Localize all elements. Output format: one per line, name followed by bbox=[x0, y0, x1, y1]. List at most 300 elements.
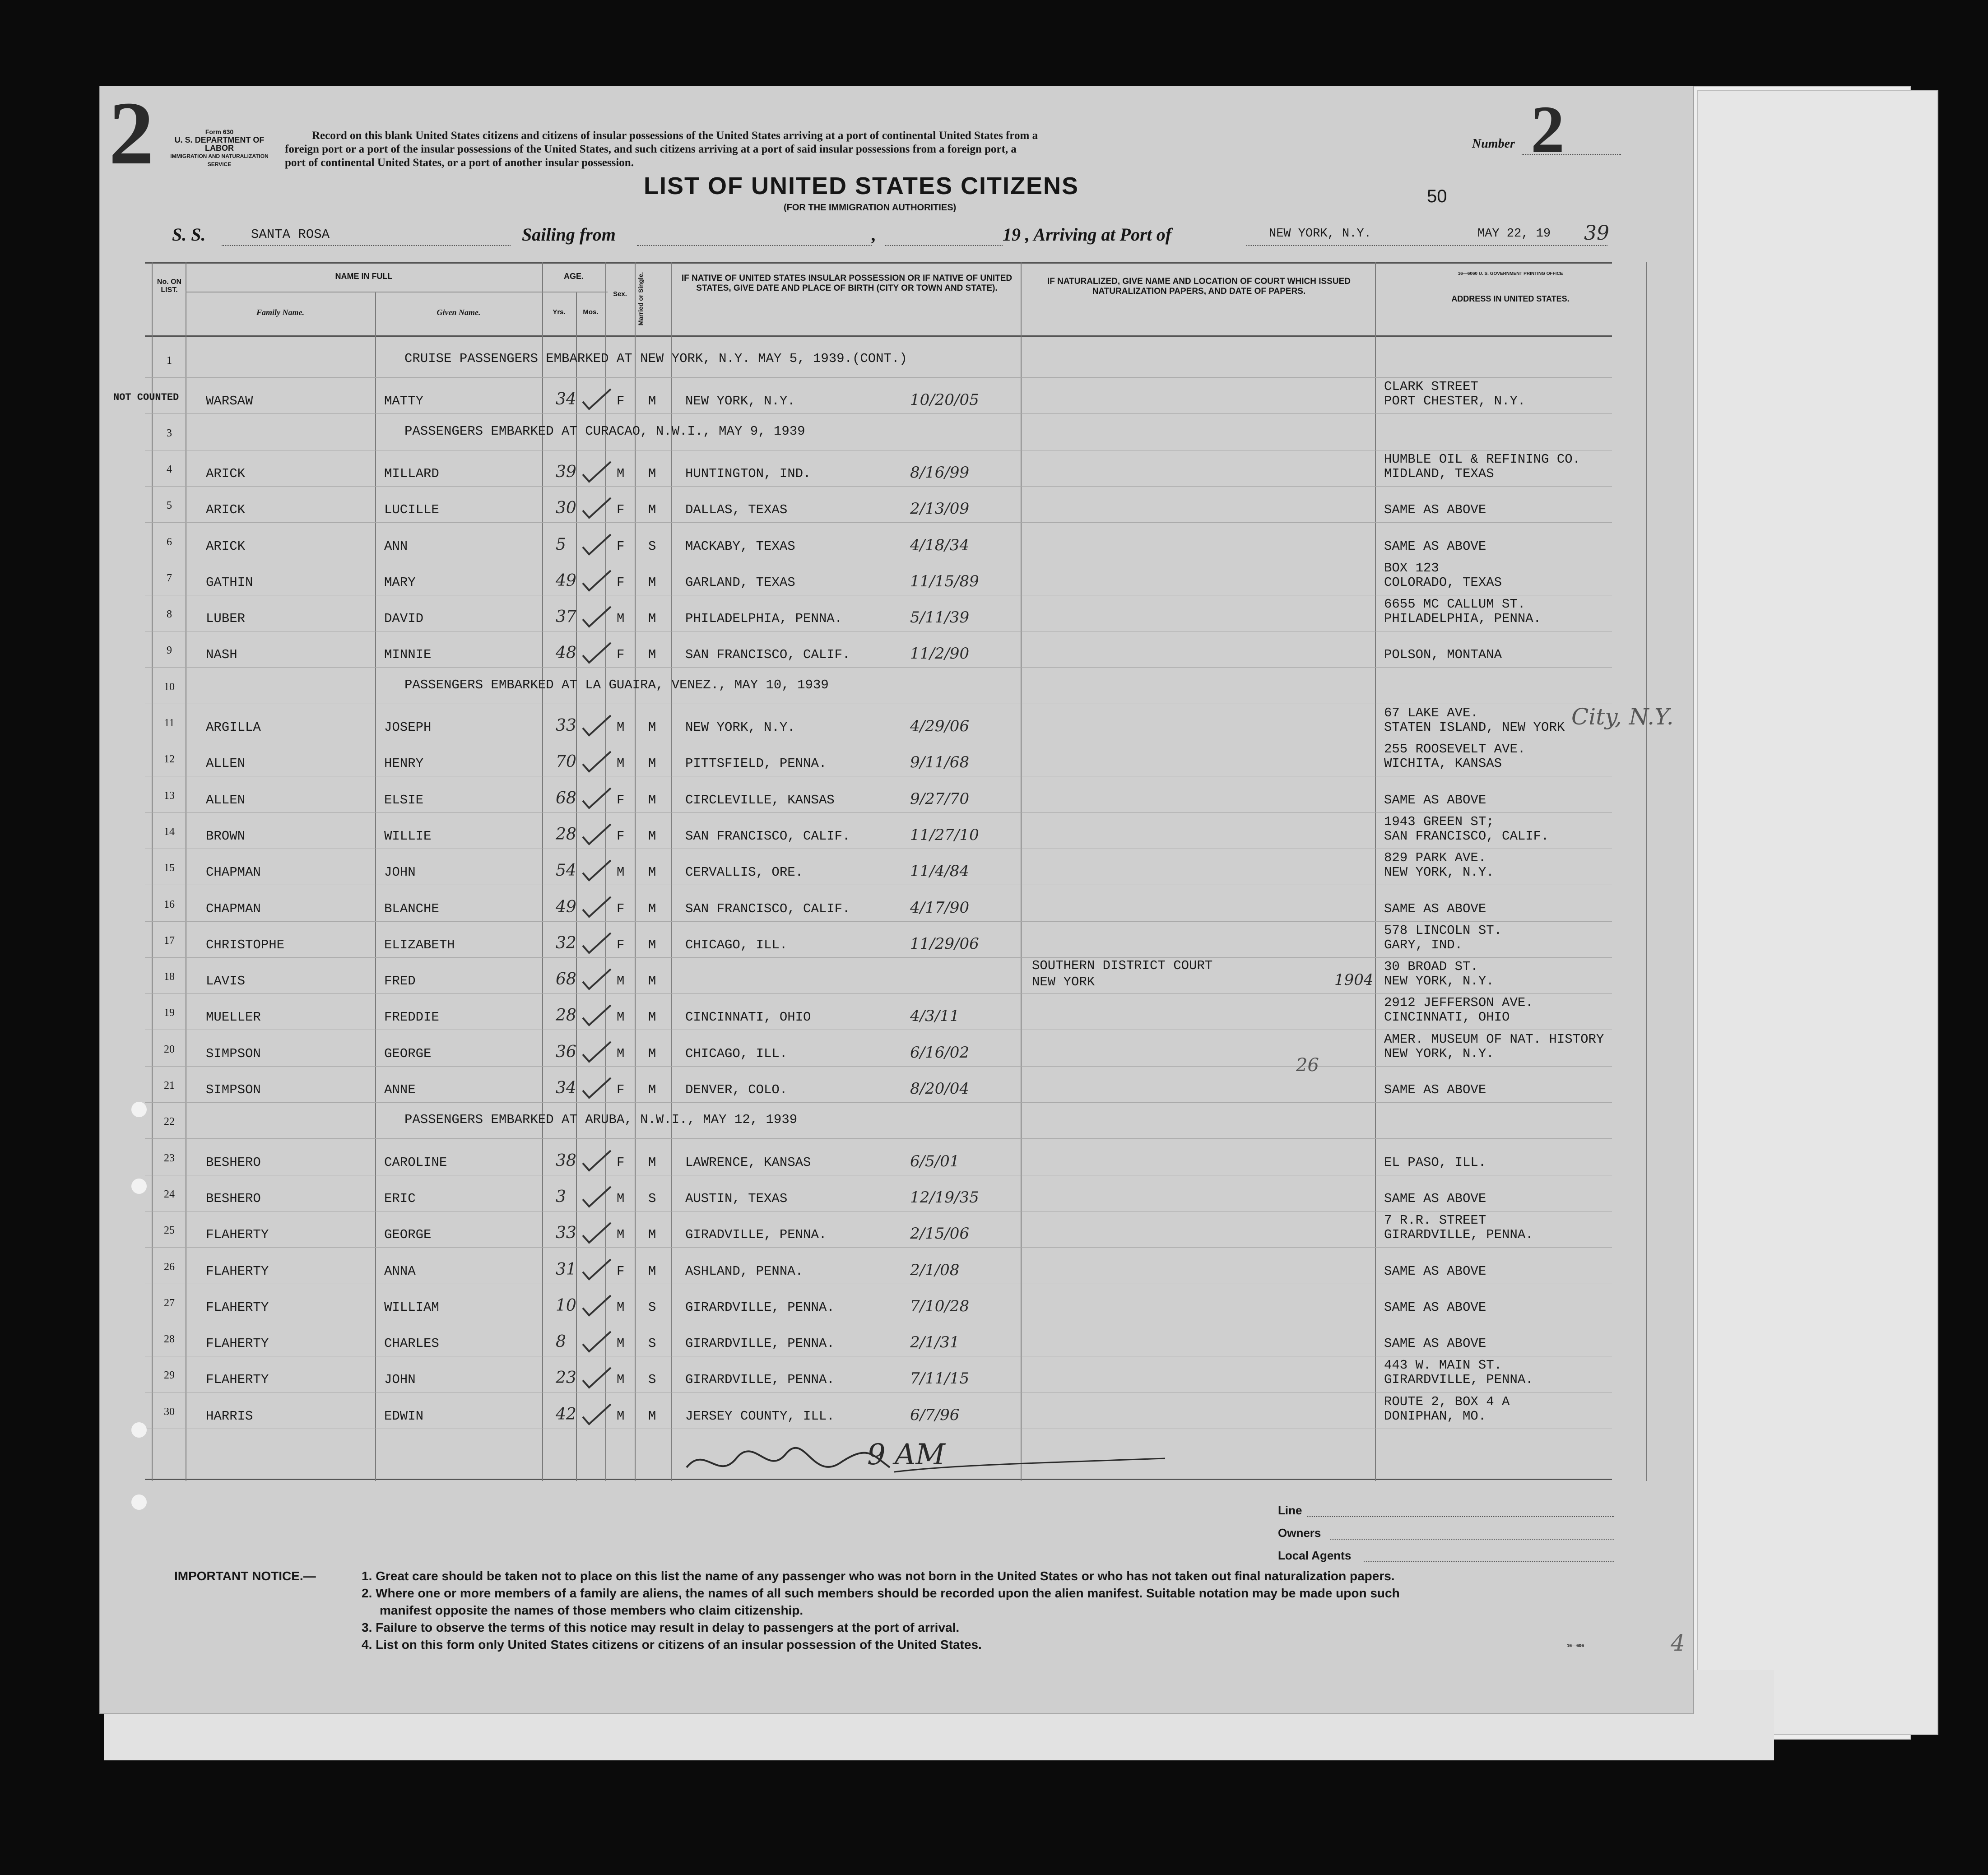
address-line-1: 6655 MC CALLUM ST. bbox=[1384, 597, 1526, 612]
col-married-single: Married or Single. bbox=[637, 272, 644, 326]
notice-item: 2. Where one or more members of a family are aliens, the names of all such members should be recorded upon the alien manifest. Suitable notation may be made upon such bbox=[362, 1586, 1400, 1600]
age-years: 68 bbox=[556, 789, 576, 808]
marital-status: M bbox=[648, 502, 656, 518]
family-name: ALLEN bbox=[206, 756, 246, 771]
number-label: Number bbox=[1472, 137, 1515, 151]
marital-status: M bbox=[648, 1227, 656, 1243]
birth-date: 4/17/90 bbox=[910, 898, 970, 917]
birth-date: 2/1/31 bbox=[910, 1333, 960, 1352]
address-line-1: 578 LINCOLN ST. bbox=[1384, 923, 1502, 938]
check-mark bbox=[579, 386, 615, 413]
check-mark bbox=[579, 1039, 615, 1066]
row-rule bbox=[145, 1247, 1612, 1248]
address-line-2: NEW YORK, N.Y. bbox=[1384, 1046, 1494, 1061]
birth-place: CHICAGO, ILL. bbox=[685, 937, 788, 952]
corner-page-number: 2 bbox=[109, 84, 154, 183]
check-mark bbox=[579, 713, 615, 740]
row-number: 15 bbox=[164, 862, 175, 874]
marital-status: M bbox=[648, 792, 656, 808]
row-number: 26 bbox=[164, 1261, 175, 1273]
check-mark bbox=[579, 1148, 615, 1175]
age-years: 31 bbox=[556, 1260, 576, 1279]
given-name: ERIC bbox=[384, 1191, 416, 1206]
age-years: 49 bbox=[556, 571, 576, 590]
number-underline bbox=[1522, 154, 1621, 155]
check-mark bbox=[579, 1075, 615, 1102]
form-code: 16—606 bbox=[1567, 1643, 1584, 1648]
given-name: GEORGE bbox=[384, 1227, 432, 1243]
family-name: ALLEN bbox=[206, 792, 246, 808]
check-mark bbox=[579, 459, 615, 486]
form-number: Form 630 bbox=[205, 128, 234, 135]
agent-owners-underline bbox=[1330, 1539, 1614, 1540]
binder-hole bbox=[131, 1494, 147, 1510]
given-name: FREDDIE bbox=[384, 1010, 439, 1025]
age-years: 33 bbox=[556, 716, 576, 735]
col-age: AGE. bbox=[563, 272, 584, 281]
row-rule bbox=[145, 667, 1612, 668]
row-number: 11 bbox=[164, 717, 175, 729]
address-line-1: ROUTE 2, BOX 4 A bbox=[1384, 1394, 1510, 1409]
birth-place: DENVER, COLO. bbox=[685, 1082, 788, 1097]
marital-status: S bbox=[648, 1336, 656, 1351]
address-line-2: GARY, IND. bbox=[1384, 937, 1463, 952]
row-rule bbox=[145, 993, 1612, 994]
row-number: 17 bbox=[164, 934, 175, 947]
age-years: 8 bbox=[556, 1332, 566, 1351]
address-line-1: AMER. MUSEUM OF NAT. HISTORY bbox=[1384, 1031, 1604, 1047]
sex: F bbox=[617, 538, 625, 554]
not-counted-note: NOT COUNTED bbox=[113, 392, 179, 404]
birth-place: CINCINNATI, OHIO bbox=[685, 1010, 811, 1025]
address-line-2: SAME AS ABOVE bbox=[1384, 1263, 1486, 1279]
age-years: 30 bbox=[556, 499, 576, 518]
col-rule bbox=[1021, 262, 1022, 1481]
col-name-in-full: NAME IN FULL bbox=[335, 272, 393, 281]
sex: M bbox=[617, 865, 625, 880]
birth-place: SAN FRANCISCO, CALIF. bbox=[685, 901, 850, 916]
row-number: 21 bbox=[164, 1080, 175, 1091]
family-name: SIMPSON bbox=[206, 1046, 261, 1061]
given-name: JOSEPH bbox=[384, 720, 432, 735]
sex: F bbox=[617, 1263, 625, 1279]
age-years: 23 bbox=[556, 1369, 576, 1388]
age-years: 5 bbox=[556, 535, 566, 554]
given-name: ANNA bbox=[384, 1263, 416, 1279]
row-number: 8 bbox=[167, 608, 172, 621]
row-number: 28 bbox=[164, 1333, 175, 1346]
col-rule bbox=[542, 262, 543, 1481]
row-rule bbox=[145, 812, 1612, 813]
check-mark bbox=[579, 1329, 615, 1356]
check-mark bbox=[579, 1184, 615, 1211]
birth-date: 7/11/15 bbox=[910, 1369, 970, 1388]
col-family-name: Family Name. bbox=[256, 308, 304, 317]
list-title: LIST OF UNITED STATES CITIZENS bbox=[644, 172, 1079, 200]
check-mark bbox=[579, 495, 615, 522]
address-line-2: GIRARDVILLE, PENNA. bbox=[1384, 1227, 1533, 1243]
row-number: 30 bbox=[164, 1406, 175, 1418]
family-name: BROWN bbox=[206, 828, 246, 844]
marital-status: M bbox=[648, 647, 656, 663]
age-years: 28 bbox=[556, 825, 576, 844]
sex: M bbox=[617, 1408, 625, 1424]
printer-note: 16—6060 U. S. GOVERNMENT PRINTING OFFICE bbox=[1458, 271, 1563, 276]
sex: F bbox=[617, 792, 625, 808]
address-line-2: CINCINNATI, OHIO bbox=[1384, 1010, 1510, 1025]
col-naturalized-court: IF NATURALIZED, GIVE NAME AND LOCATION OF COURT WHICH ISSUED NATURALIZATION PAPERS, AND DATE OF PAPERS. bbox=[1047, 277, 1351, 296]
marital-status: M bbox=[648, 901, 656, 916]
row-number: 24 bbox=[164, 1188, 175, 1200]
family-name: LAVIS bbox=[206, 974, 246, 989]
address-line-1: 67 LAKE AVE. bbox=[1384, 705, 1478, 720]
marital-status: M bbox=[648, 720, 656, 735]
section-heading: PASSENGERS EMBARKED AT ARUBA, N.W.I., MAY 12, 1939 bbox=[404, 1112, 798, 1128]
given-name: HENRY bbox=[384, 756, 424, 771]
marital-status: M bbox=[648, 937, 656, 952]
birth-date: 4/18/34 bbox=[910, 536, 970, 554]
row-rule bbox=[145, 413, 1612, 414]
birth-place: DALLAS, TEXAS bbox=[685, 502, 788, 518]
row-number: 1 bbox=[167, 355, 172, 367]
address-line-2: MIDLAND, TEXAS bbox=[1384, 466, 1494, 481]
sex: M bbox=[617, 466, 625, 481]
corner-mark: 4 bbox=[1671, 1630, 1685, 1656]
sex: M bbox=[617, 1191, 625, 1206]
table-header-rule bbox=[145, 335, 1612, 337]
section-heading: PASSENGERS EMBARKED AT LA GUAIRA, VENEZ., MAY 10, 1939 bbox=[404, 677, 829, 692]
check-mark bbox=[579, 568, 615, 595]
marital-status: S bbox=[648, 1300, 656, 1315]
agent-local-underline bbox=[1364, 1561, 1614, 1562]
notice-item: manifest opposite the names of those members who claim citizenship. bbox=[380, 1603, 804, 1617]
intro-line: Record on this blank United States citizens and citizens of insular possessions of the United States arriving at a port of continental United States from a bbox=[312, 130, 1038, 142]
handwritten-note: 26 bbox=[1296, 1054, 1319, 1076]
marital-status: M bbox=[648, 466, 656, 481]
col-rule bbox=[671, 262, 672, 1481]
address-line-1: 829 PARK AVE. bbox=[1384, 850, 1486, 866]
age-years: 36 bbox=[556, 1042, 576, 1061]
row-rule bbox=[145, 921, 1612, 922]
birth-place: GARLAND, TEXAS bbox=[685, 575, 795, 590]
row-rule bbox=[145, 486, 1612, 487]
address-line-1: HUMBLE OIL & REFINING CO. bbox=[1384, 451, 1581, 467]
sex: F bbox=[617, 901, 625, 916]
birth-place: PITTSFIELD, PENNA. bbox=[685, 756, 827, 771]
given-name: MARY bbox=[384, 575, 416, 590]
birth-place: GIRARDVILLE, PENNA. bbox=[685, 1300, 835, 1315]
birth-date: 9/27/70 bbox=[910, 789, 970, 808]
given-name: MATTY bbox=[384, 394, 424, 409]
arriving-label: , Arriving at Port of bbox=[1025, 224, 1172, 245]
notice-item: 1. Great care should be taken not to place on this list the name of any passenger who was not born in the United States or who has not taken out final naturalization papers. bbox=[362, 1569, 1395, 1583]
col-rule bbox=[1375, 262, 1376, 1481]
intro-text bbox=[285, 129, 1526, 170]
col-rule bbox=[375, 292, 376, 1481]
row-number: 19 bbox=[164, 1007, 175, 1019]
address-line-2: POLSON, MONTANA bbox=[1384, 647, 1502, 663]
address-line-1: 2912 JEFFERSON AVE. bbox=[1384, 995, 1533, 1011]
given-name: EDWIN bbox=[384, 1408, 424, 1424]
address-line-2: DONIPHAN, MO. bbox=[1384, 1408, 1486, 1424]
family-name: HARRIS bbox=[206, 1408, 253, 1424]
birth-date: 11/15/89 bbox=[910, 572, 979, 590]
birth-place: HUNTINGTON, IND. bbox=[685, 466, 811, 481]
given-name: JOHN bbox=[384, 1372, 416, 1388]
age-years: 38 bbox=[556, 1151, 576, 1170]
address-line-2: SAN FRANCISCO, CALIF. bbox=[1384, 828, 1549, 844]
birth-place: GIRADVILLE, PENNA. bbox=[685, 1227, 827, 1243]
sex: M bbox=[617, 611, 625, 627]
row-number: 14 bbox=[164, 826, 175, 838]
birth-date: 6/7/96 bbox=[910, 1406, 960, 1424]
notice-label: IMPORTANT NOTICE.— bbox=[174, 1569, 316, 1583]
sex: M bbox=[617, 1010, 625, 1025]
birth-place: JERSEY COUNTY, ILL. bbox=[685, 1408, 835, 1424]
birth-place: GIRARDVILLE, PENNA. bbox=[685, 1336, 835, 1351]
sex: M bbox=[617, 1227, 625, 1243]
arrival-year: 39 bbox=[1584, 222, 1609, 245]
sex: F bbox=[617, 1082, 625, 1097]
agent-owners-label: Owners bbox=[1278, 1526, 1321, 1540]
col-mos: Mos. bbox=[583, 308, 599, 316]
comma: , bbox=[872, 224, 876, 245]
sex: M bbox=[617, 1046, 625, 1061]
row-number: 10 bbox=[164, 681, 175, 693]
birth-date: 4/3/11 bbox=[910, 1007, 960, 1026]
col-no-on-list: No. ON LIST. bbox=[157, 278, 182, 294]
agent-local-label: Local Agents bbox=[1278, 1549, 1352, 1562]
service-name: IMMIGRATION AND NATURALIZATION SERVICE bbox=[170, 153, 269, 167]
sailing-label: Sailing from bbox=[522, 224, 616, 245]
check-mark bbox=[579, 1365, 615, 1392]
row-number: 22 bbox=[164, 1116, 175, 1128]
age-years: 33 bbox=[556, 1224, 576, 1243]
family-name: FLAHERTY bbox=[206, 1300, 269, 1315]
row-number: 20 bbox=[164, 1043, 175, 1055]
check-mark bbox=[579, 858, 615, 885]
table-top-rule bbox=[145, 262, 1612, 264]
arrival-date: MAY 22, 19 bbox=[1477, 227, 1551, 241]
birth-date: 6/5/01 bbox=[910, 1152, 960, 1170]
arrival-port: NEW YORK, N.Y. bbox=[1269, 227, 1371, 241]
address-line-2: GIRARDVILLE, PENNA. bbox=[1384, 1372, 1533, 1388]
birth-place: PHILADELPHIA, PENNA. bbox=[685, 611, 843, 627]
row-number: 13 bbox=[164, 789, 175, 802]
birth-place: CHICAGO, ILL. bbox=[685, 1046, 788, 1061]
row-rule bbox=[145, 1102, 1612, 1103]
family-name: SIMPSON bbox=[206, 1082, 261, 1097]
check-mark bbox=[579, 1293, 615, 1320]
address-line-2: SAME AS ABOVE bbox=[1384, 1191, 1486, 1206]
sex: M bbox=[617, 1372, 625, 1388]
given-name: ELSIE bbox=[384, 792, 424, 808]
age-years: 34 bbox=[556, 1079, 576, 1097]
check-mark bbox=[579, 1257, 615, 1284]
address-line-1: BOX 123 bbox=[1384, 560, 1439, 575]
birth-place: GIRARDVILLE, PENNA. bbox=[685, 1372, 835, 1388]
manifest-page bbox=[99, 86, 1694, 1714]
check-mark bbox=[579, 966, 615, 993]
family-name: BESHERO bbox=[206, 1155, 261, 1170]
given-name: WILLIE bbox=[384, 828, 432, 844]
binder-hole bbox=[131, 1422, 147, 1438]
age-years: 10 bbox=[556, 1296, 576, 1315]
birth-date: 11/29/06 bbox=[910, 934, 979, 953]
col-rule bbox=[635, 262, 636, 1481]
given-name: BLANCHE bbox=[384, 901, 439, 916]
birth-date: 8/20/04 bbox=[910, 1080, 970, 1098]
sex: F bbox=[617, 937, 625, 952]
row-number: 18 bbox=[164, 971, 175, 983]
birth-date: 8/16/99 bbox=[910, 463, 970, 482]
col-sex: Sex. bbox=[613, 290, 627, 298]
family-name: CHRISTOPHE bbox=[206, 937, 285, 952]
marital-status: M bbox=[648, 1082, 656, 1097]
col-rule bbox=[1646, 262, 1647, 1481]
check-mark bbox=[579, 930, 615, 957]
address-line-2: SAME AS ABOVE bbox=[1384, 1300, 1486, 1315]
family-name: CHAPMAN bbox=[206, 865, 261, 880]
marital-status: M bbox=[648, 1046, 656, 1061]
address-line-2: SAME AS ABOVE bbox=[1384, 538, 1486, 554]
check-mark bbox=[579, 785, 615, 812]
sex: F bbox=[617, 1155, 625, 1170]
notice-items bbox=[362, 1568, 1671, 1653]
row-number: 7 bbox=[167, 572, 172, 584]
address-line-1: 443 W. MAIN ST. bbox=[1384, 1358, 1502, 1373]
age-years: 70 bbox=[556, 752, 576, 771]
address-line-2: SAME AS ABOVE bbox=[1384, 502, 1486, 518]
notice-item: 3. Failure to observe the terms of this notice may result in delay to passengers at the port of arrival. bbox=[362, 1620, 960, 1634]
marital-status: M bbox=[648, 828, 656, 844]
row-number: 5 bbox=[167, 500, 172, 512]
check-mark bbox=[579, 1220, 615, 1247]
address-line-2: SAME AS ABOVE bbox=[1384, 1082, 1486, 1097]
row-number: 3 bbox=[167, 427, 172, 439]
row-number: 27 bbox=[164, 1297, 175, 1309]
naturalization-court: SOUTHERN DISTRICT COURT bbox=[1032, 958, 1213, 974]
family-name: NASH bbox=[206, 647, 237, 663]
check-mark bbox=[579, 894, 615, 921]
family-name: ARICK bbox=[206, 538, 246, 554]
family-name: FLAHERTY bbox=[206, 1372, 269, 1388]
row-rule bbox=[145, 1066, 1612, 1067]
check-mark bbox=[579, 1002, 615, 1030]
family-name: LUBER bbox=[206, 611, 246, 627]
age-years: 34 bbox=[556, 390, 576, 409]
given-name: ANN bbox=[384, 538, 408, 554]
sex: F bbox=[617, 647, 625, 663]
address-line-2: WICHITA, KANSAS bbox=[1384, 756, 1502, 771]
marital-status: M bbox=[648, 756, 656, 771]
number-value: 2 bbox=[1531, 92, 1565, 167]
birth-date: 5/11/39 bbox=[910, 608, 970, 627]
ss-label: S. S. bbox=[172, 224, 206, 245]
birth-date: 11/27/10 bbox=[910, 826, 979, 844]
row-rule bbox=[145, 522, 1612, 523]
age-years: 39 bbox=[556, 462, 576, 481]
birth-place: NEW YORK, N.Y. bbox=[685, 720, 795, 735]
marital-status: M bbox=[648, 1408, 656, 1424]
birth-date: 4/29/06 bbox=[910, 717, 970, 735]
date-underline bbox=[885, 245, 1003, 246]
section-heading: PASSENGERS EMBARKED AT CURACAO, N.W.I., MAY 9, 1939 bbox=[404, 423, 805, 439]
given-name: ANNE bbox=[384, 1082, 416, 1097]
port-underline bbox=[1246, 245, 1607, 246]
row-rule bbox=[145, 377, 1612, 378]
given-name: JOHN bbox=[384, 865, 416, 880]
age-years: 28 bbox=[556, 1006, 576, 1025]
row-rule bbox=[145, 957, 1612, 958]
check-mark bbox=[579, 532, 615, 559]
birth-date: 9/11/68 bbox=[910, 753, 970, 772]
given-name: MINNIE bbox=[384, 647, 432, 663]
back-page bbox=[1697, 90, 1938, 1735]
age-years: 32 bbox=[556, 933, 576, 952]
marital-status: M bbox=[648, 575, 656, 590]
row-number: 23 bbox=[164, 1152, 175, 1164]
signature-time-note: 9 AM bbox=[867, 1438, 945, 1471]
intro-line: foreign port or a port of the insular possessions of the United States, and such citizens arriving at a port of said insular possessions from a foreign port, a bbox=[285, 143, 1017, 155]
address-line-2: PORT CHESTER, N.Y. bbox=[1384, 394, 1526, 409]
agent-line-label: Line bbox=[1278, 1504, 1302, 1517]
family-name: BESHERO bbox=[206, 1191, 261, 1206]
sex: F bbox=[617, 575, 625, 590]
given-name: GEORGE bbox=[384, 1046, 432, 1061]
given-name: ELIZABETH bbox=[384, 937, 455, 952]
sex: F bbox=[617, 828, 625, 844]
ship-name: SANTA ROSA bbox=[251, 227, 330, 242]
address-line-1: 30 BROAD ST. bbox=[1384, 959, 1478, 975]
form-block bbox=[167, 128, 271, 168]
address-line-1: 7 R.R. STREET bbox=[1384, 1213, 1486, 1228]
sex: M bbox=[617, 756, 625, 771]
row-number: 12 bbox=[164, 753, 175, 766]
age-years: 48 bbox=[556, 644, 576, 663]
age-years: 54 bbox=[556, 861, 576, 880]
naturalization-year: 1904 bbox=[1334, 971, 1374, 989]
check-mark bbox=[579, 749, 615, 776]
given-name: DAVID bbox=[384, 611, 424, 627]
birth-place: CERVALLIS, ORE. bbox=[685, 865, 804, 880]
notice-item: 4. List on this form only United States citizens or citizens of an insular possession of the United States. bbox=[362, 1638, 982, 1652]
naturalization-location: NEW YORK bbox=[1032, 975, 1095, 990]
birth-place: NEW YORK, N.Y. bbox=[685, 394, 795, 409]
birth-date: 7/10/28 bbox=[910, 1297, 970, 1315]
sex: F bbox=[617, 502, 625, 518]
address-line-2: STATEN ISLAND, NEW YORK bbox=[1384, 720, 1565, 735]
age-years: 42 bbox=[556, 1405, 576, 1424]
marital-status: M bbox=[648, 1263, 656, 1279]
sex: M bbox=[617, 974, 625, 989]
intro-line: port of continental United States, or a port of another insular possession. bbox=[285, 157, 634, 169]
address-line-1: 1943 GREEN ST; bbox=[1384, 814, 1494, 829]
sex: F bbox=[617, 394, 625, 409]
family-name: ARGILLA bbox=[206, 720, 261, 735]
family-name: FLAHERTY bbox=[206, 1336, 269, 1351]
list-subtitle: (FOR THE IMMIGRATION AUTHORITIES) bbox=[784, 203, 957, 213]
family-name: ARICK bbox=[206, 466, 246, 481]
address-line-2: NEW YORK, N.Y. bbox=[1384, 865, 1494, 880]
marital-status: M bbox=[648, 611, 656, 627]
address-line-2: SAME AS ABOVE bbox=[1384, 901, 1486, 916]
year-prefix: 19 bbox=[1003, 224, 1021, 245]
family-name: FLAHERTY bbox=[206, 1227, 269, 1243]
birth-date: 12/19/35 bbox=[910, 1188, 979, 1207]
birth-place: SAN FRANCISCO, CALIF. bbox=[685, 647, 850, 663]
given-name: MILLARD bbox=[384, 466, 439, 481]
